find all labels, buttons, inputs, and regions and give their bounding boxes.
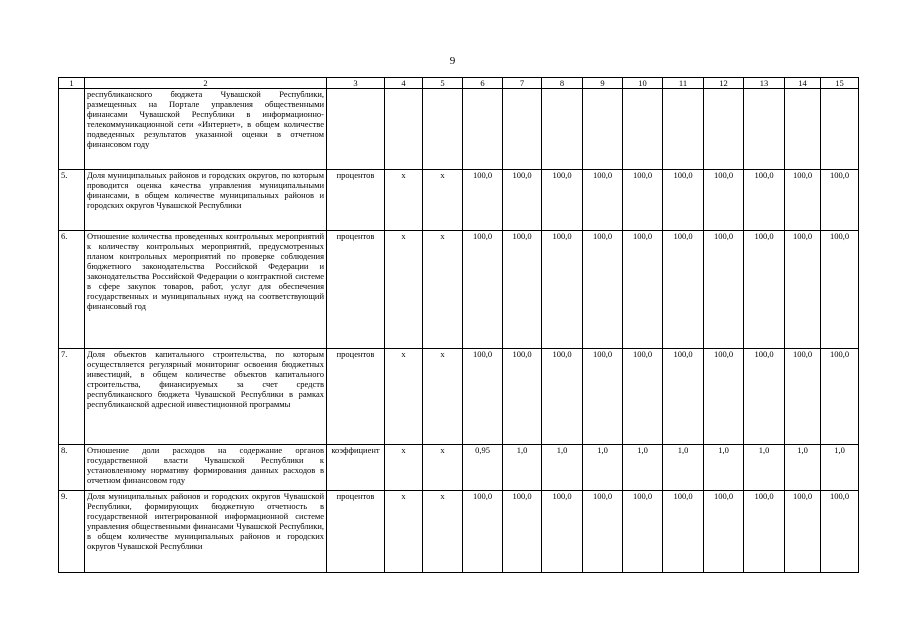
row-value	[785, 89, 821, 170]
row-description: Доля муниципальных районов и городских округов Чувашской Республики, формирующих бюджетную отчетность в государственной интегрированной информационной системе управления общественными финансами Чувашской Республики, в общем количестве муниципальных районов и городских округов Чувашской Республики	[85, 491, 327, 573]
row-value: 100,0	[663, 349, 704, 445]
row-value: x	[423, 170, 463, 231]
row-value	[663, 89, 704, 170]
row-value: 1,0	[785, 445, 821, 491]
row-value: 100,0	[623, 491, 663, 573]
row-value	[423, 89, 463, 170]
row-value	[542, 89, 583, 170]
row-value: 100,0	[503, 349, 542, 445]
column-header: 10	[623, 78, 663, 89]
row-value	[744, 89, 785, 170]
row-value: 100,0	[663, 170, 704, 231]
column-header: 7	[503, 78, 542, 89]
row-value	[385, 89, 423, 170]
row-value: x	[385, 349, 423, 445]
page-number: 9	[449, 55, 456, 67]
row-description: республиканского бюджета Чувашской Республики, размещенных на Портале управления общественными финансами Чувашской Республики в информационно-телекоммуникационной сети «Интернет», в общем количестве подведенных результатов указанной оценки в отчетном финансовом году	[85, 89, 327, 170]
row-number	[59, 89, 85, 170]
column-header: 8	[542, 78, 583, 89]
column-header: 5	[423, 78, 463, 89]
row-value: 100,0	[821, 231, 859, 349]
table-row-continuation	[59, 89, 859, 170]
row-value: 100,0	[463, 491, 503, 573]
row-value: 100,0	[821, 491, 859, 573]
row-description: Доля муниципальных районов и городских округов, по которым проводится оценка качества управления муниципальными финансами, в общем количестве муниципальных районов и городских округов Чувашской Республики	[85, 170, 327, 231]
column-header: 13	[744, 78, 785, 89]
row-value: 100,0	[542, 491, 583, 573]
row-value: 100,0	[503, 491, 542, 573]
table-row	[59, 349, 859, 445]
row-value: 100,0	[663, 231, 704, 349]
row-value	[463, 89, 503, 170]
row-value: 100,0	[503, 170, 542, 231]
row-value: 100,0	[623, 170, 663, 231]
row-value: 100,0	[623, 349, 663, 445]
table-row	[59, 491, 859, 573]
row-value: x	[423, 445, 463, 491]
row-value: 100,0	[744, 170, 785, 231]
table-row	[59, 445, 859, 491]
row-value: x	[385, 445, 423, 491]
row-value: 100,0	[583, 491, 623, 573]
row-value: 1,0	[663, 445, 704, 491]
row-value: 1,0	[704, 445, 744, 491]
row-value: 100,0	[463, 231, 503, 349]
header-row	[59, 78, 859, 89]
row-unit	[327, 89, 385, 170]
row-value: x	[423, 491, 463, 573]
row-value: 100,0	[704, 349, 744, 445]
row-value: 100,0	[583, 349, 623, 445]
row-value	[623, 89, 663, 170]
row-value: 100,0	[821, 349, 859, 445]
indicators-table	[58, 77, 859, 573]
row-value: 100,0	[704, 170, 744, 231]
row-value: x	[423, 231, 463, 349]
row-value: 1,0	[503, 445, 542, 491]
row-value	[503, 89, 542, 170]
row-value: 1,0	[583, 445, 623, 491]
row-value: 100,0	[463, 170, 503, 231]
row-description: Доля объектов капитального строительства, по которым осуществляется регулярный мониторинг освоения бюджетных инвестиций, в общем количестве объектов капитального строительства, финансируемых за счет средств республиканского бюджета Чувашской Республики в рамках республиканской адресной инвестиционной программы	[85, 349, 327, 445]
row-number: 5.	[59, 170, 85, 231]
row-value: 100,0	[583, 170, 623, 231]
row-value: 100,0	[821, 170, 859, 231]
row-value	[821, 89, 859, 170]
row-value: 1,0	[744, 445, 785, 491]
column-header: 11	[663, 78, 704, 89]
row-value: 100,0	[785, 170, 821, 231]
column-header: 9	[583, 78, 623, 89]
row-value	[704, 89, 744, 170]
row-value: x	[385, 170, 423, 231]
column-header: 4	[385, 78, 423, 89]
column-header: 14	[785, 78, 821, 89]
column-header: 6	[463, 78, 503, 89]
row-value: 100,0	[704, 491, 744, 573]
row-value: 100,0	[663, 491, 704, 573]
row-value: 100,0	[542, 170, 583, 231]
row-unit: процентов	[327, 231, 385, 349]
row-value: 100,0	[583, 231, 623, 349]
row-value: 1,0	[542, 445, 583, 491]
row-unit: процентов	[327, 491, 385, 573]
row-value: 100,0	[744, 349, 785, 445]
table-row	[59, 170, 859, 231]
row-value: 100,0	[542, 349, 583, 445]
column-header: 1	[59, 78, 85, 89]
row-value: 100,0	[785, 231, 821, 349]
row-value: 100,0	[785, 491, 821, 573]
row-number: 6.	[59, 231, 85, 349]
row-value: 1,0	[623, 445, 663, 491]
row-value: x	[385, 231, 423, 349]
row-number: 8.	[59, 445, 85, 491]
row-value: 100,0	[744, 491, 785, 573]
row-unit: процентов	[327, 170, 385, 231]
column-header: 12	[704, 78, 744, 89]
row-value: 100,0	[744, 231, 785, 349]
row-value: 0,95	[463, 445, 503, 491]
row-value: 100,0	[785, 349, 821, 445]
row-number: 7.	[59, 349, 85, 445]
column-header: 2	[85, 78, 327, 89]
row-value: x	[385, 491, 423, 573]
row-unit: процентов	[327, 349, 385, 445]
column-header: 15	[821, 78, 859, 89]
row-value: 100,0	[704, 231, 744, 349]
row-number: 9.	[59, 491, 85, 573]
row-unit: коэффициент	[327, 445, 385, 491]
row-value: 100,0	[503, 231, 542, 349]
table-row	[59, 231, 859, 349]
row-value: x	[423, 349, 463, 445]
row-description: Отношение количества проведенных контрольных мероприятий к количеству контрольных мероприятий, предусмотренных планом контрольных мероприятий по проверке соблюдения бюджетного законодательства Российской Федерации и законодательства Российской Федерации о контрактной системе в сфере закупок товаров, работ, услуг для обеспечения государственных и муниципальных нужд на соответствующий финансовый год	[85, 231, 327, 349]
row-value: 100,0	[542, 231, 583, 349]
column-header: 3	[327, 78, 385, 89]
row-value: 100,0	[623, 231, 663, 349]
row-value: 100,0	[463, 349, 503, 445]
row-value: 1,0	[821, 445, 859, 491]
row-value	[583, 89, 623, 170]
row-description: Отношение доли расходов на содержание органов государственной власти Чувашской Республики к установленному нормативу формирования данных расходов в отчетном финансовом году	[85, 445, 327, 491]
